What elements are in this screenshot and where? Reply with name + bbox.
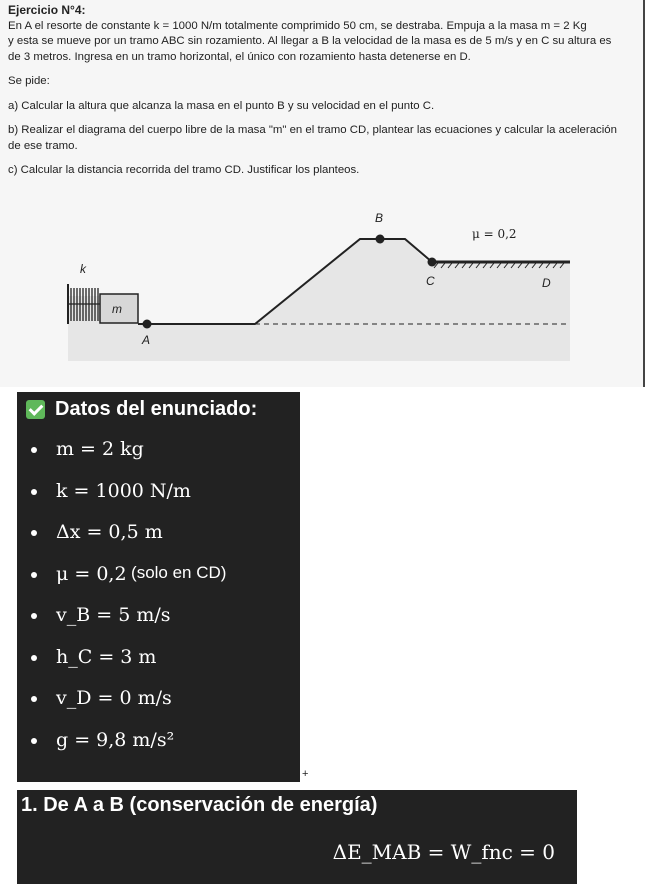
list-item	[28, 563, 226, 605]
list-item	[28, 521, 226, 563]
label-k: k	[80, 262, 86, 276]
energy-equation: ΔE_MAB = W_fnc = 0	[332, 840, 555, 864]
part-a: a) Calcular la altura que alcanza la masa en el punto B y su velocidad en el punto C.	[8, 99, 435, 112]
bullet-icon	[31, 696, 37, 702]
bullet-icon	[31, 738, 37, 744]
point-b	[376, 235, 385, 244]
bullet-icon	[31, 530, 37, 536]
point-a	[143, 320, 152, 329]
bullet-icon	[31, 447, 37, 453]
data-panel-header	[26, 398, 257, 421]
problem-text	[8, 3, 643, 179]
data-expr: m = 2 kg	[56, 438, 144, 460]
physics-diagram	[60, 206, 580, 366]
data-expr: μ = 0,2	[56, 562, 127, 585]
statement-line-3: de 3 metros. Ingresa en un tramo horizontal, el único con rozamiento hasta detenerse en D.	[8, 50, 471, 63]
label-a: A	[142, 333, 151, 347]
label-c: C	[426, 274, 435, 288]
checkmark-icon	[26, 400, 45, 419]
statement-line-1: En A el resorte de constante k = 1000 N/m totalmente comprimido 50 cm, se destraba. Empuja a la masa m = 2 Kg	[8, 19, 587, 32]
statement-line-2: y esta se mueve por un tramo ABC sin rozamiento. Al llegar a B la velocidad de la masa es de 5 m/s y en C su altura es	[8, 35, 612, 47]
label-d: D	[542, 276, 551, 290]
list-item	[28, 646, 226, 688]
data-panel-title: Datos del enunciado:	[55, 398, 258, 420]
list-item	[28, 687, 226, 729]
list-item	[28, 604, 226, 646]
label-m: m	[112, 302, 122, 316]
plus-icon[interactable]: +	[302, 768, 309, 780]
bullet-icon	[31, 613, 37, 619]
data-expr: g = 9,8 m/s²	[56, 728, 175, 751]
part-b-line-1: b) Realizar el diagrama del cuerpo libre de la masa "m" en el tramo CD, plantear las ecuaciones y calcular la aceleración	[8, 124, 617, 136]
data-expr: Δx = 0,5 m	[56, 521, 163, 543]
bullet-icon	[31, 489, 37, 495]
part-c: c) Calcular la distancia recorrida del tramo CD. Justificar los planteos.	[8, 164, 360, 176]
prompt-label: Se pide:	[8, 75, 50, 87]
bullet-icon	[31, 655, 37, 661]
bullet-icon	[31, 572, 37, 578]
data-expr: h_C = 3 m	[56, 645, 157, 668]
problem-statement	[0, 0, 645, 387]
data-panel	[17, 392, 300, 782]
data-expr: k = 1000 N/m	[56, 479, 191, 502]
list-item	[28, 480, 226, 522]
label-mu: μ = 0,2	[472, 227, 517, 241]
data-note: (solo en CD)	[131, 562, 227, 582]
exercise-title: Ejercicio N°4:	[8, 3, 86, 17]
part-b-line-2: de ese tramo.	[8, 139, 78, 152]
label-b: B	[375, 211, 384, 225]
section-1-panel	[17, 790, 577, 884]
point-c	[428, 258, 437, 267]
list-item	[28, 438, 226, 480]
data-list	[28, 438, 226, 770]
data-expr: v_B = 5 m/s	[56, 604, 171, 626]
list-item	[28, 729, 226, 771]
data-expr: v_D = 0 m/s	[56, 687, 172, 709]
section-1-title: 1. De A a B (conservación de energía)	[21, 794, 378, 816]
